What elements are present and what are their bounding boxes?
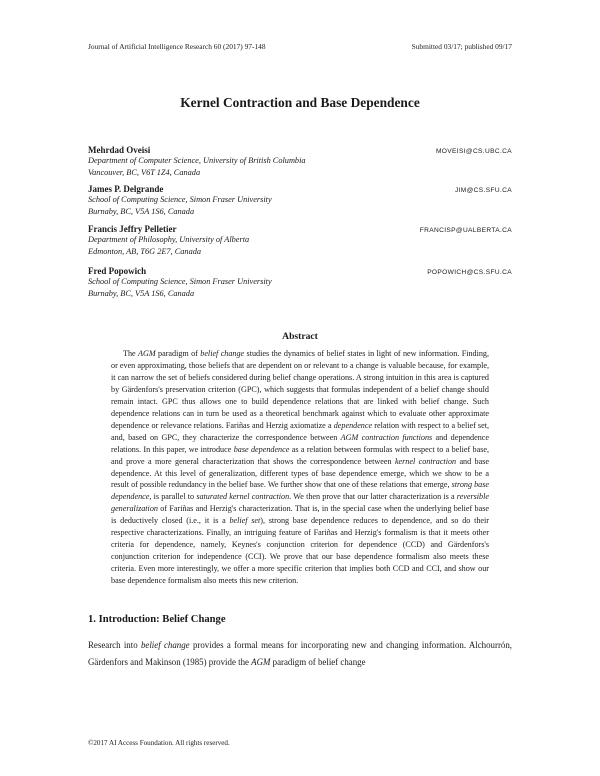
author-name: Mehrdad Oveisi (88, 145, 151, 155)
author-email: JIM@CS.SFU.CA (454, 187, 512, 194)
author-block (88, 145, 512, 179)
author-affiliation: School of Computing Science, Simon Fraser University (88, 277, 272, 286)
author-affiliation: School of Computing Science, Simon Fraser University (88, 195, 272, 204)
abstract-run: and dependence relations. In this paper, we introduce (111, 432, 489, 454)
abstract-run: studies the dynamics of belief states in light of new information. Finding, or even approximating, those beliefs that are dependent on or relevant to a change is valuable because, for example, it can narrow the set of beliefs considered during belief change operations. A strong intuition in this area is captured by Gärdenfors's preservation criterion (GPC), which suggests that formulas independent of a belief change should remain intact. GPC thus allows one to build dependence relations that are linked with belief change. Such dependence relations can in turn be used as a theoretical benchmark against which to evaluate other approximate dependence or relevance relations. Fariñas and Herzig axiomatize a (111, 349, 490, 430)
abstract-emphasis: AGM contraction functions (340, 432, 433, 442)
abstract-run: as a relation between formulas with respect to a belief base, and prove a more general characterization that shows the correspondence between (111, 444, 489, 466)
intro-run: paradigm of belief change (270, 657, 366, 667)
author-block (88, 184, 512, 218)
intro-run: provides a formal means for incorporating new and changing information. Alchourrón, Gärdenfors and Makinson (1985) provide the (88, 640, 512, 667)
author-affiliation: Department of Philosophy, University of Alberta (88, 235, 250, 244)
author-address: Burnaby, BC, V5A 1S6, Canada (88, 289, 195, 299)
author-block (88, 224, 512, 258)
author-block (88, 266, 512, 300)
author-email: FRANCISP@UALBERTA.CA (419, 227, 512, 234)
abstract-run: of Fariñas and Herzig's characterization. That is, in the special case when the underlying belief base is deductively closed (i.e., it is a (111, 504, 489, 526)
abstract-emphasis: strong base dependence (111, 480, 489, 502)
author-email: POPOWICH@CS.SFU.CA (427, 269, 512, 276)
abstract-emphasis: reversible generalization (111, 492, 489, 514)
abstract-emphasis: belief set (229, 516, 261, 526)
author-address: Burnaby, BC, V5A 1S6, Canada (88, 207, 195, 217)
abstract-emphasis: belief change (200, 349, 245, 358)
intro-emphasis: AGM (251, 657, 271, 667)
abstract-run: The (123, 349, 139, 358)
author-address: Vancouver, BC, V6T 1Z4, Canada (88, 168, 201, 178)
abstract-text (111, 348, 489, 587)
abstract-emphasis: AGM (138, 349, 156, 358)
author-address: Edmonton, AB, T6G 2E7, Canada (88, 247, 202, 257)
intro-run: Research into (88, 640, 141, 650)
intro-emphasis: belief change (140, 640, 190, 650)
abstract-run: . We then prove that our latter characterization is a (289, 492, 457, 502)
abstract-run: paradigm of (155, 349, 201, 358)
author-affiliation: Department of Computer Science, University of British Columbia (88, 156, 306, 165)
abstract-run: , is parallel to (149, 492, 197, 502)
author-name: Fred Popowich (88, 266, 147, 276)
author-name: Francis Jeffry Pelletier (88, 224, 177, 234)
intro-paragraph (88, 637, 512, 671)
journal-citation: Journal of Artificial Intelligence Research 60 (2017) 97-148 (88, 42, 266, 51)
abstract-emphasis: kernel contraction (394, 456, 457, 466)
abstract-emphasis: base dependence (233, 444, 290, 454)
abstract-heading: Abstract (282, 331, 318, 342)
author-email: MOVEISI@CS.UBC.CA (435, 148, 512, 155)
abstract-run: ), strong base dependence reduces to dependence, and so do their respective characterizations. Finally, an intriguing feature of Fariñas and Herzig's formalism is that it meets other criteria for dependence, namely, Keynes's conjunction criterion for dependence (CCD) and Gärdenfors's conjunction criterion for independence (CCI). We prove that our base dependence formalism also meets these criteria. Even more interestingly, we offer a more specific criterion that implies both CCD and CCI, and show our base dependence formalism also meets this new criterion. (111, 516, 489, 586)
abstract-run: relation with respect to a belief set, and, based on GPC, they characterize the correspondence between (111, 420, 489, 442)
abstract-emphasis: dependence (333, 420, 373, 430)
abstract-emphasis: saturated kernel contraction (196, 492, 290, 502)
abstract-run: and base dependence. At this level of generalization, different types of base dependence emerge, which we show to be a result of possible redundancy in the belief base. We further show that one of these relations that emerge, (111, 456, 489, 490)
paper-title: Kernel Contraction and Base Dependence (180, 95, 420, 110)
author-name: James P. Delgrande (88, 184, 164, 194)
copyright-notice: ©2017 AI Access Foundation. All rights reserved. (88, 739, 230, 747)
submission-dates: Submitted 03/17; published 09/17 (411, 42, 512, 51)
running-head (88, 42, 512, 51)
section-heading: 1. Introduction: Belief Change (88, 614, 226, 625)
